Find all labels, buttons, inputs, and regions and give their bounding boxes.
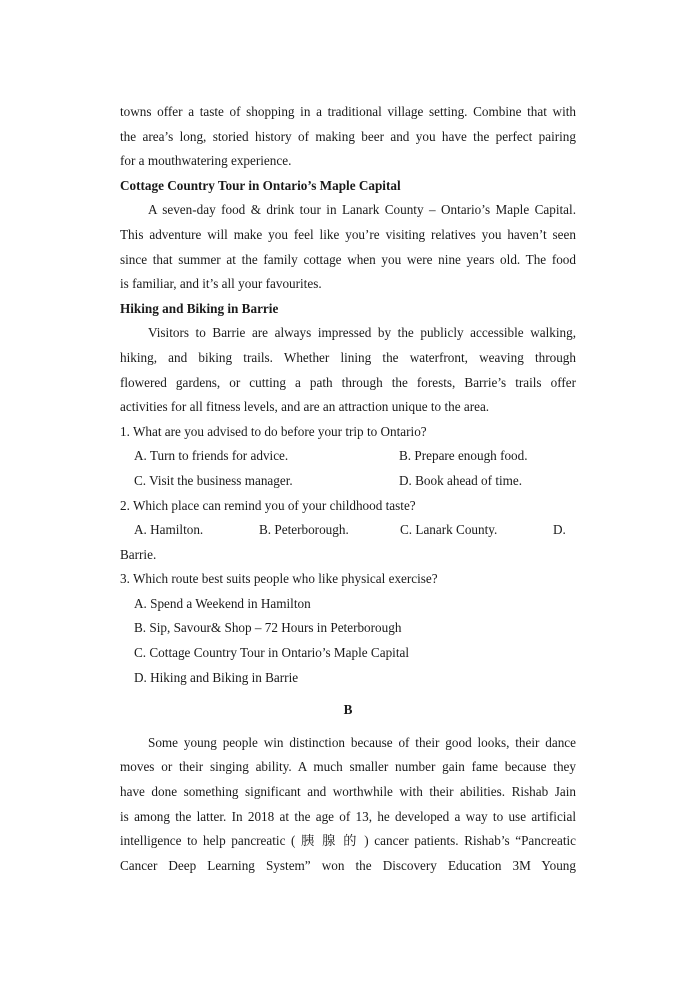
question-3 — [120, 567, 576, 690]
option-b: B. Peterborough. — [259, 522, 349, 538]
text-line: This adventure will make you feel like you’re visiting relatives you haven’t seen — [120, 226, 576, 242]
question-stem: 1. What are you advised to do before your trip to Ontario? — [120, 423, 427, 439]
question-2 — [120, 494, 576, 568]
option-c: C. Cottage Country Tour in Ontario’s Maple Capital — [134, 645, 410, 661]
option-row — [120, 518, 576, 543]
section-heading-cottage: Cottage Country Tour in Ontario’s Maple Capital — [120, 177, 401, 193]
text-line: have done something significant and worthwhile with their abilities. Rishab Jain — [120, 784, 576, 800]
text-line: for a mouthwatering experience. — [120, 153, 292, 169]
option-b: B. Sip, Savour& Shop – 72 Hours in Peterborough — [134, 620, 402, 636]
text-line: towns offer a taste of shopping in a traditional village setting. Combine that with — [120, 104, 576, 119]
option-b: B. Prepare enough food. — [399, 448, 528, 464]
text-line: A seven-day food & drink tour in Lanark County – Ontario’s Maple Capital. — [148, 202, 576, 218]
text-line: since that summer at the family cottage when you were nine years old. The food — [120, 251, 576, 267]
option-d-continuation: Barrie. — [120, 546, 157, 562]
text-line: the area’s long, storied history of making beer and you have the perfect pairing — [120, 128, 576, 144]
text-line: hiking, and biking trails. Whether lining the waterfront, weaving through — [120, 349, 576, 365]
section-heading-barrie: Hiking and Biking in Barrie — [120, 300, 279, 316]
text-line: Cancer Deep Learning System” won the Discovery Education 3M Young — [120, 857, 576, 873]
option-a: A. Spend a Weekend in Hamilton — [134, 595, 311, 611]
option-d: D. Book ahead of time. — [399, 472, 523, 488]
question-stem: 3. Which route best suits people who like physical exercise? — [120, 571, 438, 587]
text-line: Some young people win distinction because of their good looks, their dance — [148, 734, 576, 750]
option-a: A. Turn to friends for advice. — [134, 448, 289, 464]
document-page — [120, 100, 576, 878]
text-line: flowered gardens, or cutting a path through the forests, Barrie’s trails offer — [120, 374, 576, 390]
text-line: moves or their singing ability. A much smaller number gain fame because they — [120, 759, 576, 775]
question-stem: 2. Which place can remind you of your childhood taste? — [120, 497, 416, 513]
text-line: intelligence to help pancreatic ( 胰 腺 的 ) cancer patients. Rishab’s “Pancreatic — [120, 833, 576, 849]
text-line: is familiar, and it’s all your favourites. — [120, 276, 322, 292]
question-1 — [120, 420, 576, 494]
intro-paragraph — [120, 100, 576, 174]
barrie-paragraph — [120, 321, 576, 419]
passage-b-label: B — [343, 702, 353, 718]
option-c: C. Visit the business manager. — [134, 472, 293, 488]
text-line: Visitors to Barrie are always impressed by the publicly accessible walking, — [148, 325, 576, 341]
option-d: D. Hiking and Biking in Barrie — [134, 669, 299, 685]
text-line: is among the latter. In 2018 at the age of 13, he developed a way to use artificial — [120, 808, 576, 824]
cottage-paragraph — [120, 198, 576, 296]
option-d: D. — [553, 522, 566, 538]
option-c: C. Lanark County. — [400, 522, 498, 538]
option-row — [120, 444, 576, 469]
option-a: A. Hamilton. — [134, 522, 204, 538]
option-row — [120, 469, 576, 494]
text-line: activities for all fitness levels, and are an attraction unique to the area. — [120, 399, 490, 415]
passage-b-paragraph — [120, 731, 576, 879]
